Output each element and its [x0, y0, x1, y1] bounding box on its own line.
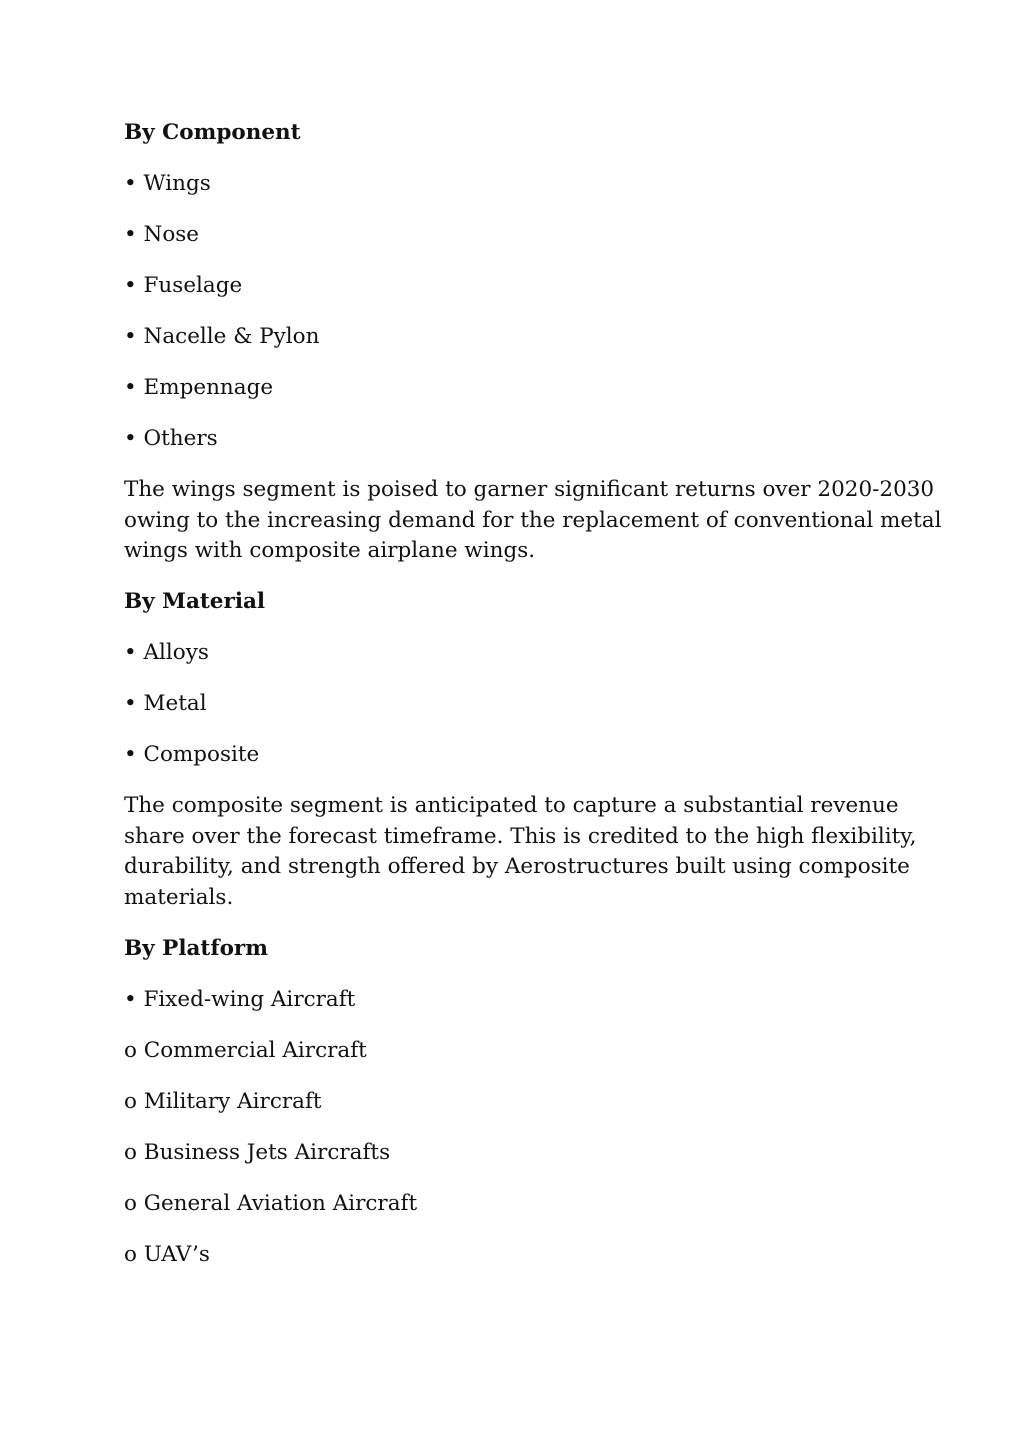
list-item: • Others	[124, 426, 218, 451]
paragraph-line: wings with composite airplane wings.	[124, 538, 536, 563]
sub-list-item: o General Aviation Aircraft	[124, 1190, 418, 1216]
paragraph-material	[124, 791, 917, 913]
sub-list-item: o UAV’s	[124, 1241, 210, 1267]
list-item: • Nose	[124, 222, 200, 247]
paragraph-line: The wings segment is poised to garner significant returns over 2020-2030	[124, 477, 935, 502]
document-page	[124, 118, 942, 1291]
section-heading-component: By Component	[124, 120, 301, 145]
sub-list-item: o Commercial Aircraft	[124, 1037, 367, 1063]
section-heading-platform: By Platform	[124, 935, 269, 961]
list-item: • Fuselage	[124, 273, 243, 298]
paragraph-component	[124, 475, 942, 567]
section-heading-material: By Material	[124, 589, 266, 614]
list-item: • Nacelle & Pylon	[124, 324, 320, 349]
list-item: • Empennage	[124, 375, 274, 400]
list-item: • Metal	[124, 691, 207, 716]
list-item: • Composite	[124, 742, 260, 767]
sub-list-item: o Military Aircraft	[124, 1088, 322, 1114]
paragraph-line: durability, and strength offered by Aerostructures built using composite	[124, 854, 910, 879]
paragraph-line: The composite segment is anticipated to capture a substantial revenue	[124, 793, 899, 818]
paragraph-line: owing to the increasing demand for the replacement of conventional metal	[124, 507, 942, 533]
list-item: • Alloys	[124, 640, 209, 665]
sub-list-item: o Business Jets Aircrafts	[124, 1139, 391, 1165]
paragraph-line: share over the forecast timeframe. This is credited to the high flexibility,	[124, 823, 917, 849]
list-item: • Fixed-wing Aircraft	[124, 986, 356, 1012]
paragraph-line: materials.	[124, 884, 234, 910]
list-item: • Wings	[124, 171, 211, 196]
